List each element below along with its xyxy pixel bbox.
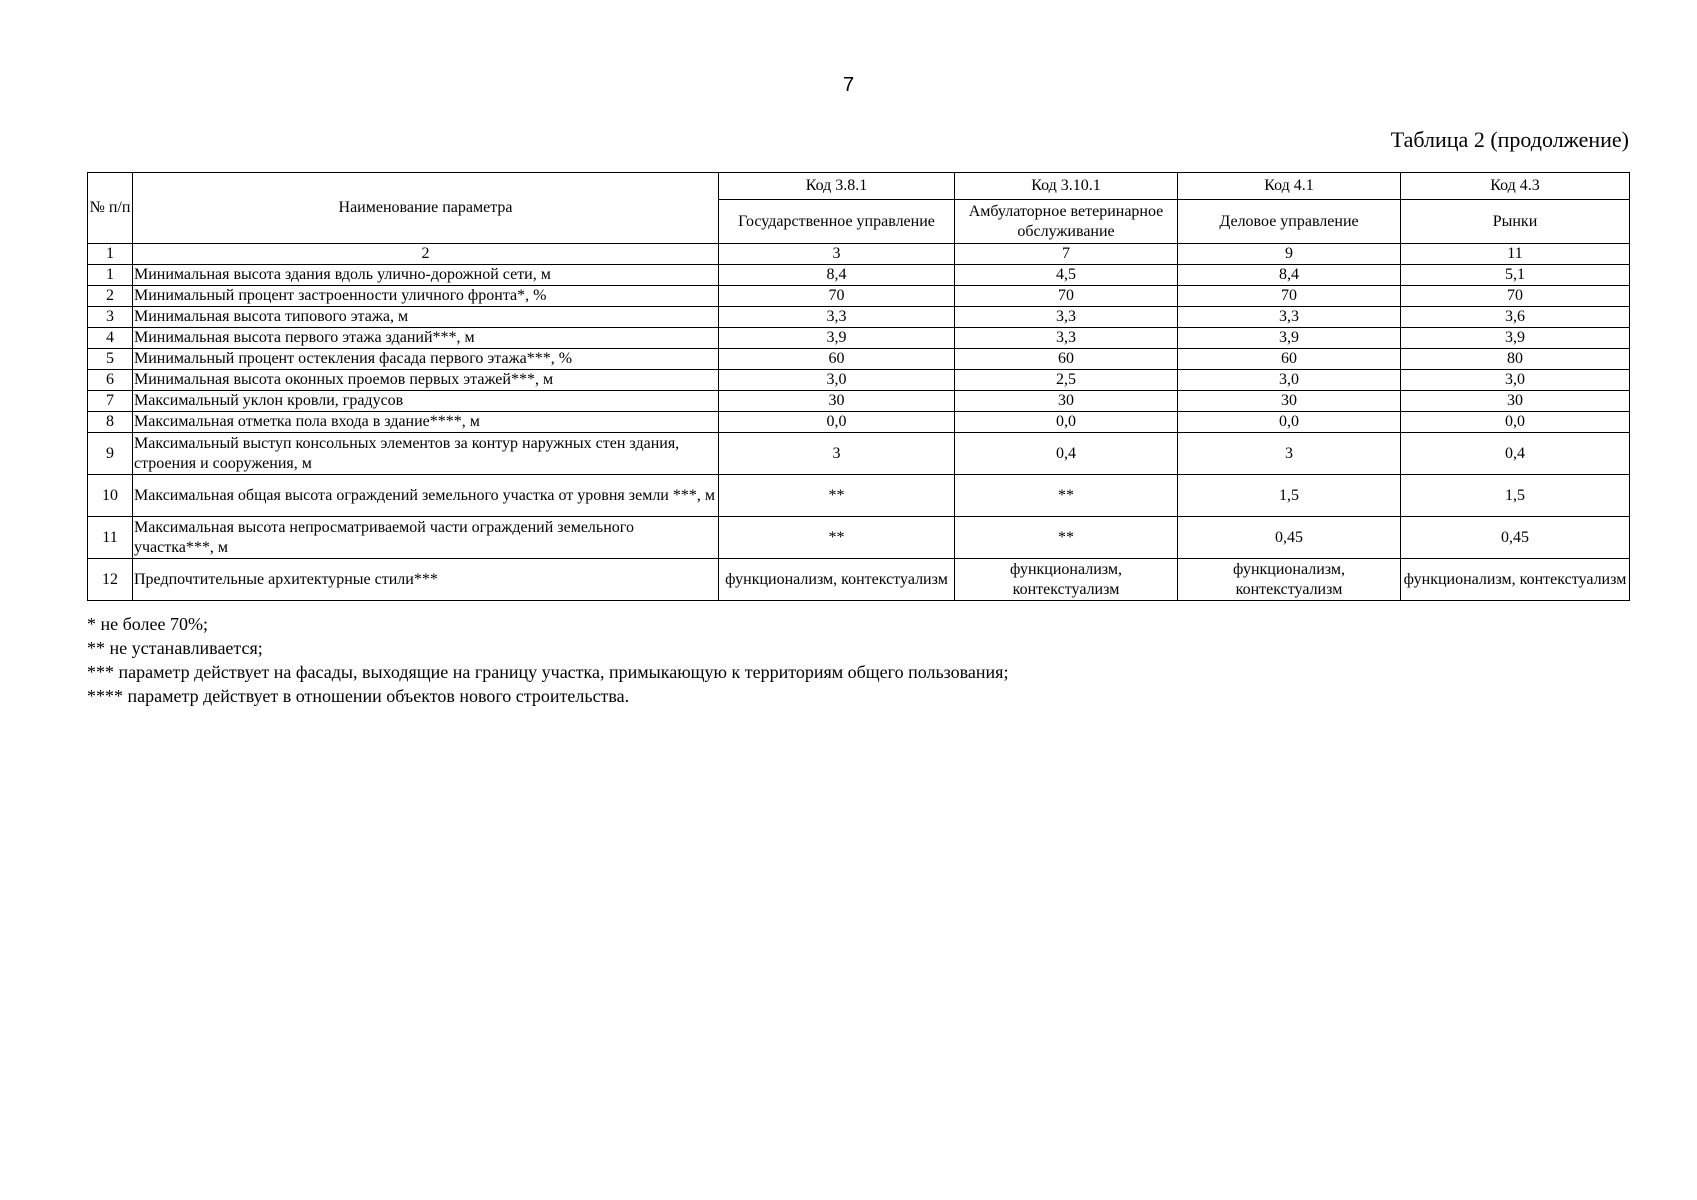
row-number-cell: 4 <box>88 328 133 349</box>
table-row <box>88 328 1630 349</box>
footnote: **** параметр действует в отношении объектов нового строительства. <box>87 686 630 706</box>
value-cell: 3,9 <box>1178 328 1401 349</box>
header-code-cell: Код 3.8.1 <box>719 173 955 200</box>
table-row <box>88 559 1630 601</box>
parameter-name-cell: Минимальная высота первого этажа зданий***, м <box>133 328 719 349</box>
parameter-name-cell: Минимальная высота типового этажа, м <box>133 307 719 328</box>
value-cell: 3,3 <box>955 307 1178 328</box>
header-zone-name-cell: Амбулаторное ветеринарное обслуживание <box>955 200 1178 244</box>
footnote: *** параметр действует на фасады, выходящие на границу участка, примыкающую к территориям общего пользования; <box>87 662 1009 682</box>
value-cell: функционализм, контекстуализм <box>1401 559 1630 601</box>
column-number-cell: 1 <box>88 244 133 265</box>
value-cell: 30 <box>719 391 955 412</box>
value-cell: ** <box>719 475 955 517</box>
value-cell: 30 <box>1401 391 1630 412</box>
footnotes <box>87 612 1008 708</box>
row-number-cell: 3 <box>88 307 133 328</box>
value-cell: 3,0 <box>719 370 955 391</box>
parameter-name-cell: Максимальная высота непросматриваемой части ограждений земельного участка***, м <box>133 517 719 559</box>
row-number-cell: 8 <box>88 412 133 433</box>
value-cell: 0,0 <box>1401 412 1630 433</box>
value-cell: 70 <box>1401 286 1630 307</box>
value-cell: 8,4 <box>1178 265 1401 286</box>
table-row <box>88 433 1630 475</box>
value-cell: 2,5 <box>955 370 1178 391</box>
table-row <box>88 475 1630 517</box>
parameter-name-cell: Предпочтительные архитектурные стили*** <box>133 559 719 601</box>
value-cell: 5,1 <box>1401 265 1630 286</box>
column-number-cell: 3 <box>719 244 955 265</box>
row-number-cell: 6 <box>88 370 133 391</box>
parameter-name-cell: Минимальная высота здания вдоль улично-дорожной сети, м <box>133 265 719 286</box>
table-row <box>88 517 1630 559</box>
value-cell: 8,4 <box>719 265 955 286</box>
value-cell: 70 <box>1178 286 1401 307</box>
value-cell: 3,3 <box>1178 307 1401 328</box>
value-cell: функционализм, контекстуализм <box>719 559 955 601</box>
value-cell: 0,4 <box>1401 433 1630 475</box>
value-cell: 30 <box>955 391 1178 412</box>
footnote: * не более 70%; <box>87 614 208 634</box>
value-cell: функционализм, контекстуализм <box>1178 559 1401 601</box>
parameter-name-cell: Минимальный процент застроенности уличного фронта*, % <box>133 286 719 307</box>
parameters-table <box>87 172 1630 601</box>
value-cell: ** <box>955 517 1178 559</box>
row-number-cell: 12 <box>88 559 133 601</box>
value-cell: 3 <box>1178 433 1401 475</box>
value-cell: 3,9 <box>1401 328 1630 349</box>
value-cell: 0,0 <box>1178 412 1401 433</box>
value-cell: 60 <box>719 349 955 370</box>
value-cell: 70 <box>955 286 1178 307</box>
value-cell: 0,0 <box>955 412 1178 433</box>
value-cell: 60 <box>955 349 1178 370</box>
value-cell: 3,0 <box>1178 370 1401 391</box>
value-cell: 0,45 <box>1178 517 1401 559</box>
row-number-cell: 7 <box>88 391 133 412</box>
table-row <box>88 265 1630 286</box>
value-cell: 1,5 <box>1178 475 1401 517</box>
value-cell: 0,4 <box>955 433 1178 475</box>
header-code-cell: Код 4.3 <box>1401 173 1630 200</box>
value-cell: 0,0 <box>719 412 955 433</box>
value-cell: 3 <box>719 433 955 475</box>
row-number-cell: 11 <box>88 517 133 559</box>
header-zone-name-cell: Рынки <box>1401 200 1630 244</box>
table-row <box>88 307 1630 328</box>
row-number-cell: 5 <box>88 349 133 370</box>
header-zone-name-cell: Государственное управление <box>719 200 955 244</box>
value-cell: 0,45 <box>1401 517 1630 559</box>
value-cell: 30 <box>1178 391 1401 412</box>
value-cell: 4,5 <box>955 265 1178 286</box>
table-row <box>88 370 1630 391</box>
column-number-cell: 11 <box>1401 244 1630 265</box>
column-number-cell: 7 <box>955 244 1178 265</box>
parameter-name-cell: Минимальная высота оконных проемов первых этажей***, м <box>133 370 719 391</box>
page-number: 7 <box>842 74 855 96</box>
value-cell: 3,6 <box>1401 307 1630 328</box>
parameter-name-cell: Максимальная общая высота ограждений земельного участка от уровня земли ***, м <box>133 475 719 517</box>
value-cell: 70 <box>719 286 955 307</box>
table-row <box>88 349 1630 370</box>
header-zone-name-cell: Деловое управление <box>1178 200 1401 244</box>
table-row <box>88 391 1630 412</box>
value-cell: 80 <box>1401 349 1630 370</box>
row-number-cell: 1 <box>88 265 133 286</box>
row-number-cell: 10 <box>88 475 133 517</box>
footnote: ** не устанавливается; <box>87 638 263 658</box>
header-row-column-numbers <box>88 244 1630 265</box>
header-code-cell: Код 3.10.1 <box>955 173 1178 200</box>
value-cell: 1,5 <box>1401 475 1630 517</box>
value-cell: функционализм, контекстуализм <box>955 559 1178 601</box>
parameter-name-cell: Максимальная отметка пола входа в здание****, м <box>133 412 719 433</box>
parameter-name-cell: Минимальный процент остекления фасада первого этажа***, % <box>133 349 719 370</box>
row-number-cell: 9 <box>88 433 133 475</box>
value-cell: 60 <box>1178 349 1401 370</box>
table-row <box>88 412 1630 433</box>
value-cell: 3,0 <box>1401 370 1630 391</box>
header-num-cell: № п/п <box>88 173 133 244</box>
value-cell: ** <box>955 475 1178 517</box>
column-number-cell: 2 <box>133 244 719 265</box>
parameter-name-cell: Максимальный выступ консольных элементов за контур наружных стен здания, строения и сооружения, м <box>133 433 719 475</box>
value-cell: 3,3 <box>955 328 1178 349</box>
header-code-cell: Код 4.1 <box>1178 173 1401 200</box>
value-cell: 3,9 <box>719 328 955 349</box>
row-number-cell: 2 <box>88 286 133 307</box>
header-name-cell: Наименование параметра <box>133 173 719 244</box>
table-row <box>88 286 1630 307</box>
parameter-name-cell: Максимальный уклон кровли, градусов <box>133 391 719 412</box>
table-caption: Таблица 2 (продолжение) <box>1390 127 1629 152</box>
header-row-codes <box>88 173 1630 200</box>
column-number-cell: 9 <box>1178 244 1401 265</box>
value-cell: 3,3 <box>719 307 955 328</box>
value-cell: ** <box>719 517 955 559</box>
